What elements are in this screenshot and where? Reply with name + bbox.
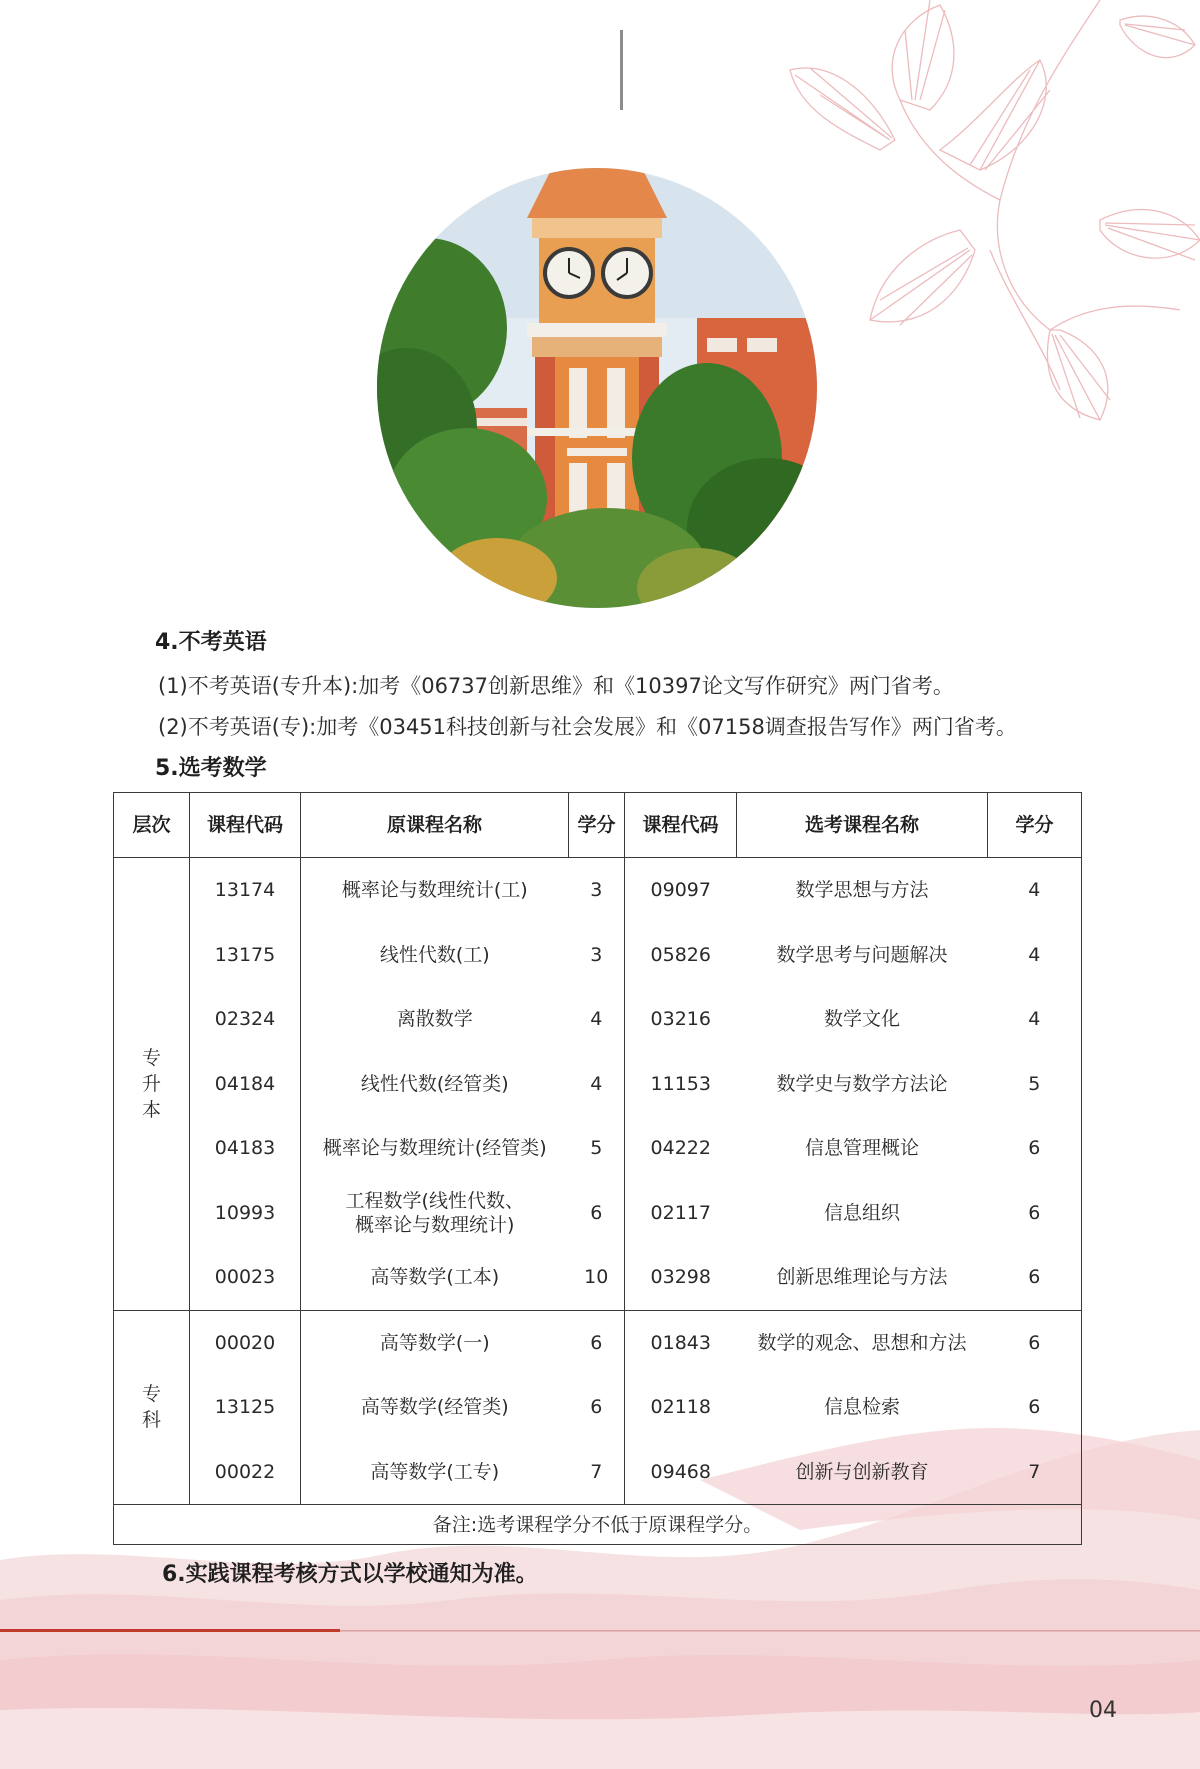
alt-course-name: 数学史与数学方法论 [776,1072,948,1095]
table-note: 备注:选考课程学分不低于原课程学分。 [114,1505,1082,1545]
table-row [114,1116,1082,1181]
course-code: 00023 [190,1245,301,1310]
course-credit: 6 [569,1310,625,1375]
table-row [114,1375,1082,1440]
table-row [114,923,1082,988]
table-row [114,1310,1082,1375]
alt-course-name: 数学的观念、思想和方法 [737,1310,988,1375]
header-alt-name: 选考课程名称 [737,793,988,858]
section4-line1: (1)不考英语(专升本):加考《06737创新思维》和《10397论文写作研究》两门省考。 [158,674,954,698]
alt-course-code: 04222 [650,1137,711,1160]
alt-course-code: 11153 [650,1072,711,1095]
table-row [114,987,1082,1052]
header-code: 课程代码 [190,793,301,858]
table-row [114,1181,1082,1246]
page-number: 04 [1089,1698,1117,1723]
course-code: 04183 [190,1116,301,1181]
header-alt-credit: 学分 [988,793,1082,858]
course-name: 高等数学(工专) [301,1440,569,1505]
alt-course-name: 数学文化 [823,1008,900,1031]
course-credit: 5 [569,1116,625,1181]
alt-course-code: 03298 [625,1245,737,1310]
course-name: 线性代数(经管类) [360,1072,509,1095]
alt-course-name: 创新与创新教育 [737,1440,988,1505]
table-row [114,1052,1082,1117]
level-cell-zk [114,1310,190,1505]
alt-course-code: 03216 [650,1008,711,1031]
alt-course-credit: 6 [988,1375,1082,1440]
course-credit: 3 [569,923,625,988]
course-code: 04184 [190,1052,301,1117]
table-note-row [114,1505,1082,1545]
clock-tower-illustration [377,168,817,608]
course-name: 高等数学(一) [301,1310,569,1375]
course-code: 00020 [190,1310,301,1375]
header-orig-name: 原课程名称 [301,793,569,858]
alt-course-code: 09097 [625,858,737,923]
alt-course-name: 信息管理概论 [804,1137,919,1160]
header-level: 层次 [114,793,190,858]
course-name: 概率论与数理统计(经管类) [322,1137,547,1160]
course-name: 概率论与数理统计(工) [301,858,569,923]
section4-line2: (2)不考英语(专):加考《03451科技创新与社会发展》和《07158调查报告写作》两门省考。 [158,715,1017,739]
alt-course-credit: 6 [988,1181,1082,1246]
alt-course-code: 09468 [625,1440,737,1505]
alt-course-code: 05826 [650,943,711,966]
alt-course-credit: 7 [988,1440,1082,1505]
alt-course-credit: 5 [988,1052,1082,1117]
alt-course-code: 01843 [625,1310,737,1375]
alt-course-credit: 4 [988,858,1082,923]
math-elective-table [113,792,1082,1545]
course-name-line2: 概率论与数理统计) [355,1213,515,1236]
alt-course-credit: 6 [988,1116,1082,1181]
course-name: 线性代数(工) [379,943,490,966]
level-label: 专科 [141,1383,161,1432]
tower-mast [620,30,623,110]
course-code: 13125 [190,1375,301,1440]
course-credit: 6 [569,1375,625,1440]
alt-course-credit: 4 [988,923,1082,988]
alt-course-credit: 6 [988,1310,1082,1375]
course-credit: 4 [569,987,625,1052]
table-row [114,1440,1082,1505]
course-name: 离散数学 [396,1008,473,1031]
course-code: 02324 [190,987,301,1052]
section6-heading: 6.实践课程考核方式以学校通知为准。 [162,1562,538,1587]
table-row [114,1245,1082,1310]
alt-course-name: 数学思考与问题解决 [776,943,948,966]
header-alt-code: 课程代码 [625,793,737,858]
course-code: 13175 [190,923,301,988]
course-code: 00022 [190,1440,301,1505]
course-code: 13174 [190,858,301,923]
ginkgo-leaf-decoration [790,0,1200,420]
alt-course-name: 信息检索 [823,1396,900,1419]
course-credit: 3 [569,858,625,923]
alt-course-name: 数学思想与方法 [737,858,988,923]
alt-course-credit: 6 [988,1245,1082,1310]
alt-course-credit: 4 [988,987,1082,1052]
alt-course-code: 02118 [650,1396,711,1419]
course-code: 10993 [190,1181,301,1246]
clock-tower-photo [377,168,817,608]
level-label: 专升本 [141,1046,161,1121]
course-name-line1: 工程数学(线性代数、 [345,1189,524,1212]
header-credit: 学分 [569,793,625,858]
alt-course-name: 信息组织 [823,1201,900,1224]
course-name: 高等数学(经管类) [360,1396,509,1419]
course-credit: 4 [569,1052,625,1117]
table-row [114,858,1082,923]
section5-heading: 5.选考数学 [155,756,267,781]
course-credit: 10 [569,1245,625,1310]
course-credit: 6 [569,1181,625,1246]
level-cell-zsb [114,858,190,1311]
alt-course-code: 02117 [650,1201,711,1224]
course-name: 高等数学(工本) [301,1245,569,1310]
course-credit: 7 [569,1440,625,1505]
section4-heading: 4.不考英语 [155,630,267,655]
table-header-row [114,793,1082,858]
course-name-two-line [301,1181,569,1246]
alt-course-name: 创新思维理论与方法 [737,1245,988,1310]
